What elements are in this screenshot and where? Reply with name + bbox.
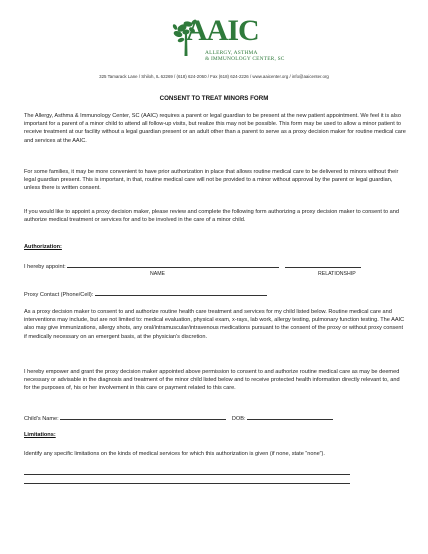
limitations-line-2[interactable] bbox=[24, 483, 350, 484]
childs-name-field[interactable] bbox=[60, 414, 226, 420]
proxy-contact-field[interactable] bbox=[95, 290, 267, 296]
logo-sub-line2: & IMMUNOLOGY CENTER, SC bbox=[205, 56, 285, 62]
contact-address: 325 Tamarack Lane / Shiloh, IL 62269 / (618) 624-2060 / Fax (618) 624-2226 / www.aaicenter.org / info@aaicenter.org bbox=[99, 74, 329, 79]
dob-field[interactable] bbox=[247, 414, 333, 420]
limitations-heading: Limitations: bbox=[24, 432, 56, 438]
logo-wordmark: AAIC bbox=[186, 14, 259, 47]
proxy-contact-label: Proxy Contact (Phone/Cell): bbox=[24, 292, 94, 298]
proxy-scope-paragraph: As a proxy decision maker to consent to and authorize routine health care treatment and services for my child listed below. Routine medical care and interventions may include, but are not limited to: medical evaluation, physical exam, x-rays, lab work, allergy testing, pulmonary function testing. The AAIC also may give immunizations, allergy shots, any oral/intramuscular/intravenous medications pursuant to the consent of the proxy or without proxy consent if medically necessary on an emergent basis, at the physician’s discretion. bbox=[24, 309, 405, 340]
proxy-contact-row bbox=[24, 290, 267, 298]
name-caption: NAME bbox=[150, 271, 165, 277]
child-info-row bbox=[24, 414, 333, 422]
intro-paragraph: The Allergy, Asthma & Immunology Center, SC (AAIC) requires a parent or legal guardian to be present at the new patient appointment. We feel it is also important for a parent of a minor child to attend all follow-up visits, but realize this may not be possible. This form may be used to allow a minor patient to receive treatment at our facility without a legal guardian present or an adult other than a parent to serve as a proxy decision maker for routine medical care and services at the AAIC. bbox=[24, 113, 406, 144]
appoint-label: I hereby appoint: bbox=[24, 264, 66, 270]
relationship-caption: RELATIONSHIP bbox=[318, 271, 356, 277]
dob-label: DOB: bbox=[231, 416, 246, 422]
page-title: CONSENT TO TREAT MINORS FORM bbox=[159, 95, 269, 102]
families-paragraph: For some families, it may be more convenient to have prior authorization in place that allows routine medical care to be delivered to minors without their legal guardian present. This is important, in that, routine medical care will not be provided to a minor without approval by the parent or legal guardian, unless there is written consent. bbox=[24, 169, 399, 192]
proxy-name-field[interactable] bbox=[67, 262, 279, 268]
logo-sub-line1: ALLERGY, ASTHMA bbox=[205, 50, 258, 56]
appoint-field-row bbox=[24, 262, 361, 270]
childs-name-label: Child’s Name: bbox=[24, 416, 59, 422]
empower-paragraph: I hereby empower and grant the proxy decision maker appointed above permission to consent to and authorize routine medical care as may be deemed necessary or advisable in the diagnosis and treatment of the minor child listed below and to receive protected health information directly relevant to, and for the purposes of, his or her involvement in this care or payment related to this care. bbox=[24, 369, 400, 392]
limitations-paragraph: Identify any specific limitations on the kinds of medical services for which this authorization is given (if none, state “none”). bbox=[24, 451, 325, 457]
limitations-line-1[interactable] bbox=[24, 474, 350, 475]
authorization-heading: Authorization: bbox=[24, 244, 62, 250]
appoint-info-paragraph: If you would like to appoint a proxy decision maker, please review and complete the following form authorizing a proxy decision maker to consent to and authorize medical treatment or services for and to be involved in the care of a minor child. bbox=[24, 209, 399, 224]
logo-subtitle bbox=[205, 50, 285, 62]
relationship-field[interactable] bbox=[285, 262, 361, 268]
